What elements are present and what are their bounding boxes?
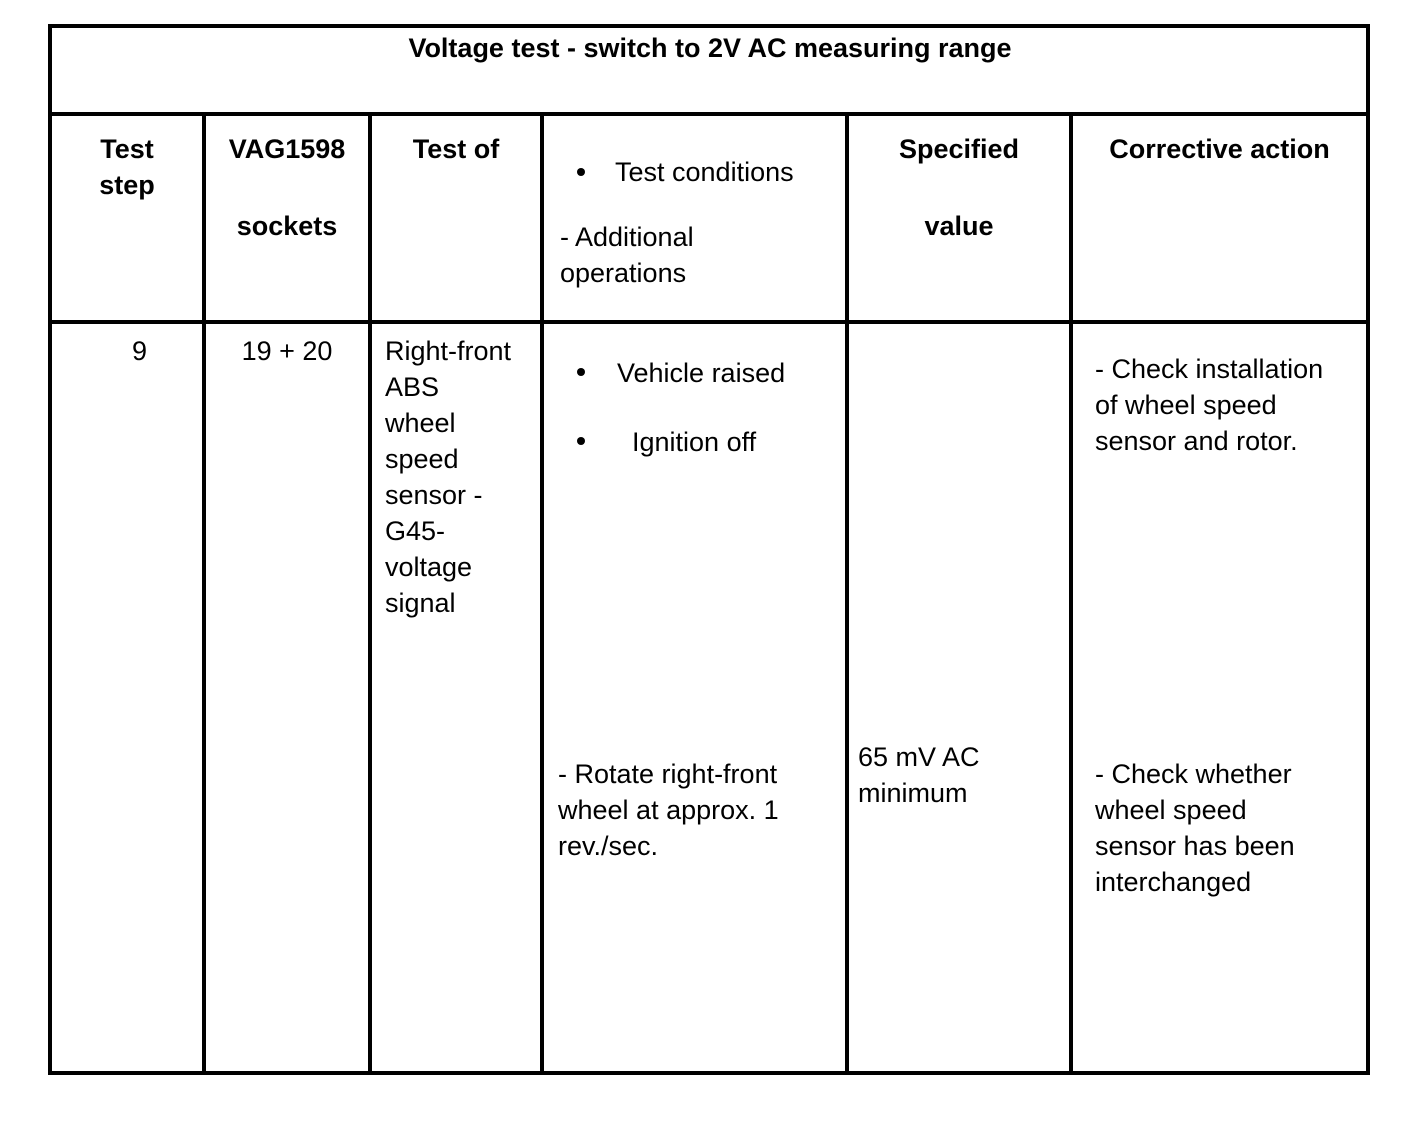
bullet-icon	[577, 437, 585, 445]
cell-corrective-2: - Check whether wheel speed sensor has been interchanged	[1095, 759, 1295, 897]
bullet-icon	[577, 168, 585, 176]
cell-specified-value: 65 mV AC minimum	[858, 742, 980, 808]
header-vag1598: VAG1598	[228, 134, 346, 164]
cell-test-of: Right-front ABS wheel speed sensor - G45- voltage signal	[385, 336, 512, 618]
header-specified: Specified	[898, 134, 1020, 164]
header-sockets: sockets	[236, 211, 338, 241]
title-row-divider	[48, 112, 1370, 116]
condition-ignition-off: Ignition off	[632, 427, 757, 457]
header-test-conditions: Test conditions	[615, 157, 794, 187]
table-bottom-border	[48, 1071, 1370, 1075]
header-test-step: Test step	[99, 134, 155, 200]
column-divider-2	[368, 112, 372, 1075]
header-additional-operations: - Additional operations	[560, 222, 694, 288]
column-divider-3	[540, 112, 544, 1075]
column-divider-5	[1069, 112, 1073, 1075]
cell-sockets: 19 + 20	[241, 336, 333, 366]
bullet-icon	[577, 368, 585, 376]
header-row-divider	[48, 320, 1370, 324]
table-title: Voltage test - switch to 2V AC measuring range	[408, 33, 1012, 63]
condition-vehicle-raised: Vehicle raised	[617, 358, 786, 388]
column-divider-4	[845, 112, 849, 1075]
header-value: value	[924, 211, 994, 241]
header-test-of: Test of	[412, 134, 500, 164]
cell-operation: - Rotate right-front wheel at approx. 1 rev./sec.	[558, 759, 779, 861]
table-right-border	[1366, 24, 1370, 1075]
cell-corrective-1: - Check installation of wheel speed sensor and rotor.	[1095, 354, 1324, 456]
cell-test-step: 9	[132, 336, 148, 366]
header-corrective-action: Corrective action	[1109, 134, 1330, 164]
table-top-border	[48, 24, 1370, 28]
column-divider-1	[202, 112, 206, 1075]
